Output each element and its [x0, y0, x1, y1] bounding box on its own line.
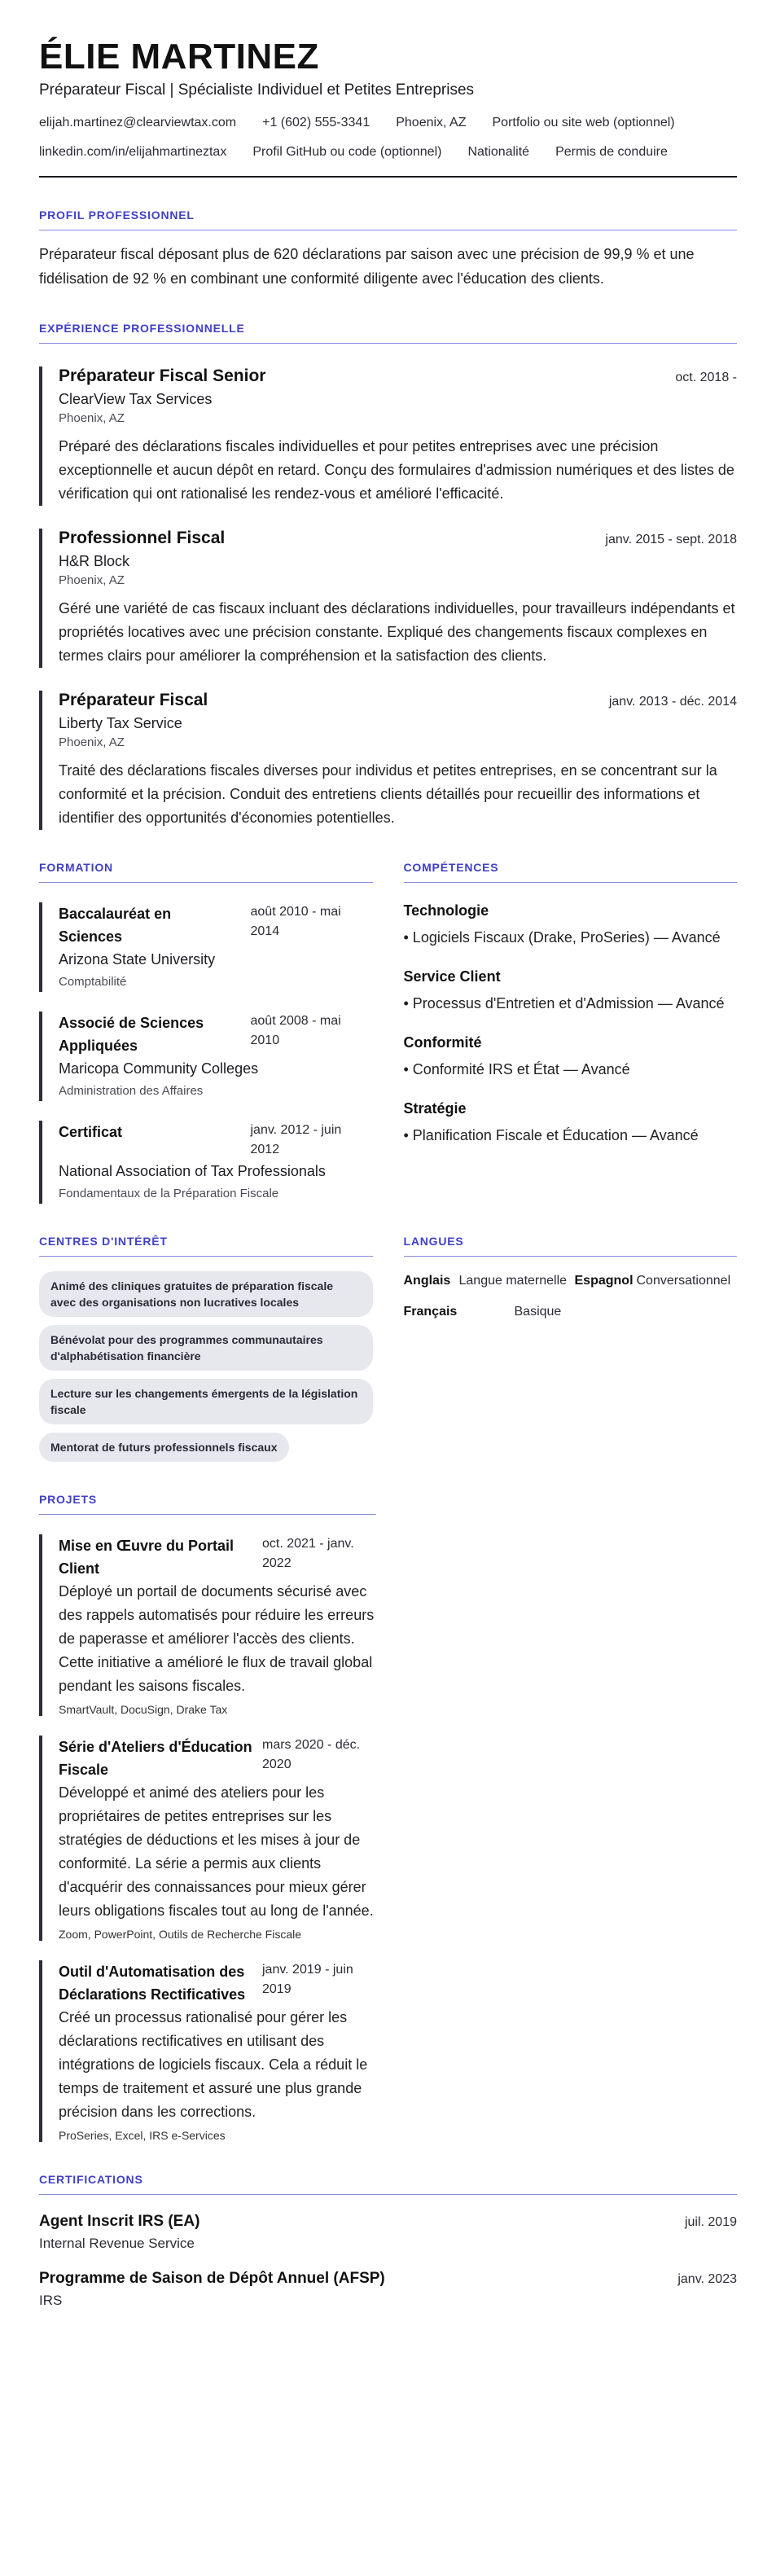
contact-row	[39, 111, 737, 135]
job-dates: oct. 2018 -	[675, 371, 737, 384]
languages-section	[404, 1235, 738, 1462]
summary-text: Préparateur fiscal déposant plus de 620 déclarations par saison avec une précision de 99,9 % et une fidélisation de 92 % en combinant une conformité diligente avec l'éducation des clients.	[39, 246, 695, 287]
contact-portfolio[interactable]: Portfolio ou site web (optionnel)	[492, 116, 675, 129]
projects-section	[39, 1493, 737, 2142]
education-skills-row	[39, 861, 737, 1204]
job-title: Professionnel Fiscal	[59, 529, 226, 547]
certification-name: Programme de Saison de Dépôt Annuel (AFSP)	[39, 2270, 385, 2287]
language-name: Anglais	[403, 1274, 451, 1288]
education-item	[39, 1012, 373, 1101]
project-tools: ProSeries, Excel, IRS e-Services	[59, 2129, 226, 2142]
experience-item	[39, 691, 737, 830]
interest-tag: Mentorat de futurs professionnels fiscaux	[39, 1433, 289, 1462]
interest-tag: Lecture sur les changements émergents de la législation fiscale	[39, 1379, 373, 1424]
job-location: Phoenix, AZ	[59, 735, 125, 749]
job-dates: janv. 2013 - déc. 2014	[608, 695, 737, 709]
project-description: Développé et animé des ateliers pour les propriétaires de petites entreprises sur les stratégies de déductions et les mises à jour de conformité. La série a permis aux clients d'acquérir des connaissances pour mieux gérer leurs obligations fiscales tout au long de l'année.	[59, 1784, 374, 1919]
degree-title: Certificat	[59, 1124, 123, 1140]
project-description: Déployé un portail de documents sécurisé avec des rappels automatisés pour réduire les erreurs de paperasse et améliorer l'accès des clients. Cette initiative a amélioré le flux de travail global pendant les saisons fiscales.	[59, 1583, 375, 1694]
education-dates: août 2008 - mai 2010	[250, 1014, 341, 1047]
project-title: Outil d'Automatisation des Déclarations Rectificatives	[59, 1964, 246, 2003]
skill-group	[404, 902, 738, 949]
summary-section	[39, 208, 737, 291]
skill-category: Service Client	[403, 968, 501, 985]
resume-header	[39, 36, 737, 178]
language-level: Langue maternelle	[458, 1274, 568, 1288]
education-item	[39, 1121, 373, 1204]
project-tools: SmartVault, DocuSign, Drake Tax	[59, 1703, 228, 1716]
section-heading: PROJETS	[39, 1493, 376, 1515]
company-name: H&R Block	[59, 553, 130, 569]
project-title: Série d'Ateliers d'Éducation Fiscale	[59, 1739, 252, 1778]
candidate-headline: Préparateur Fiscal | Spécialiste Individuel et Petites Entreprises	[39, 81, 475, 99]
education-dates: août 2010 - mai 2014	[250, 905, 341, 938]
candidate-name: ÉLIE MARTINEZ	[39, 37, 319, 77]
company-name: Liberty Tax Service	[59, 715, 182, 731]
experience-section	[39, 322, 737, 830]
degree-title: Baccalauréat en Sciences	[59, 906, 172, 945]
contact-row-secondary	[39, 140, 737, 165]
project-dates: oct. 2021 - janv. 2022	[262, 1537, 354, 1570]
project-item	[39, 1960, 376, 2142]
skill-category: Technologie	[403, 902, 489, 919]
section-heading: PROFIL PROFESSIONNEL	[39, 208, 737, 230]
project-dates: mars 2020 - déc. 2020	[262, 1738, 361, 1771]
contact-phone[interactable]: +1 (602) 555-3341	[262, 116, 370, 129]
contact-driving-license: Permis de conduire	[555, 145, 668, 159]
education-section	[39, 861, 373, 1204]
section-heading: COMPÉTENCES	[404, 861, 738, 883]
certification-issuer: Internal Revenue Service	[39, 2236, 195, 2251]
job-description: Préparé des déclarations fiscales individuelles et pour petites entreprises avec une précision exceptionnelle et aucun dépôt en retard. Conçu des formulaires d'admission numériques et des listes de vérification qui ont rationalisé les rendez-vous et amélioré l'efficacité.	[59, 438, 734, 502]
skill-entry: • Planification Fiscale et Éducation — Avancé	[403, 1127, 699, 1143]
interest-tag: Bénévolat pour des programmes communautaires d'alphabétisation financière	[39, 1325, 373, 1371]
school-name: Maricopa Community Colleges	[59, 1060, 259, 1077]
section-heading: EXPÉRIENCE PROFESSIONNELLE	[39, 322, 737, 344]
job-location: Phoenix, AZ	[59, 573, 125, 587]
interest-tag: Animé des cliniques gratuites de préparation fiscale avec des organisations non lucratives locales	[39, 1271, 373, 1317]
skill-entry: • Conformité IRS et État — Avancé	[403, 1061, 630, 1077]
study-field: Comptabilité	[59, 975, 127, 989]
contact-location: Phoenix, AZ	[396, 116, 467, 129]
certification-item	[39, 2213, 737, 2252]
section-heading: FORMATION	[39, 861, 373, 883]
degree-title: Associé de Sciences Appliquées	[59, 1015, 204, 1054]
project-title: Mise en Œuvre du Portail Client	[59, 1538, 235, 1577]
language-list	[404, 1271, 738, 1322]
skill-group	[404, 1100, 738, 1147]
contact-nationality: Nationalité	[467, 145, 530, 159]
certification-name: Agent Inscrit IRS (EA)	[39, 2213, 200, 2230]
contact-github[interactable]: Profil GitHub ou code (optionnel)	[252, 145, 442, 159]
project-item	[39, 1736, 376, 1941]
job-dates: janv. 2015 - sept. 2018	[605, 533, 737, 546]
section-heading: CERTIFICATIONS	[39, 2173, 737, 2195]
language-name: Français	[403, 1305, 458, 1319]
job-title: Préparateur Fiscal Senior	[59, 366, 266, 385]
contact-email[interactable]: elijah.martinez@clearviewtax.com	[39, 116, 237, 129]
project-item	[39, 1534, 376, 1716]
language-name: Espagnol	[574, 1274, 634, 1288]
interests-languages-row	[39, 1235, 737, 1462]
skill-group	[404, 1034, 738, 1081]
study-field: Administration des Affaires	[59, 1084, 204, 1098]
study-field: Fondamentaux de la Préparation Fiscale	[59, 1187, 279, 1200]
project-tools: Zoom, PowerPoint, Outils de Recherche Fiscale	[59, 1928, 302, 1941]
skill-entry: • Processus d'Entretien et d'Admission — Avancé	[403, 995, 725, 1012]
section-heading: CENTRES D'INTÉRÊT	[39, 1235, 373, 1257]
certification-date: juil. 2019	[684, 2215, 737, 2229]
certification-issuer: IRS	[39, 2293, 63, 2308]
certification-item	[39, 2270, 737, 2309]
school-name: Arizona State University	[59, 951, 216, 968]
education-dates: janv. 2012 - juin 2012	[250, 1123, 342, 1156]
skill-category: Stratégie	[403, 1100, 467, 1117]
education-item	[39, 902, 373, 992]
skill-group	[404, 968, 738, 1015]
certification-date: janv. 2023	[677, 2272, 737, 2286]
company-name: ClearView Tax Services	[59, 391, 213, 407]
section-heading: LANGUES	[404, 1235, 738, 1257]
skill-category: Conformité	[403, 1034, 482, 1051]
experience-item	[39, 529, 737, 668]
job-description: Traité des déclarations fiscales diverses pour individus et petites entreprises, en se concentrant sur la conformité et la précision. Conduit des entretiens clients détaillés pour recueillir des informations et identifier des opportunités d'économies potentielles.	[59, 762, 717, 826]
job-location: Phoenix, AZ	[59, 411, 125, 425]
job-title: Préparateur Fiscal	[59, 691, 208, 709]
interest-list	[39, 1271, 373, 1462]
project-dates: janv. 2019 - juin 2019	[262, 1963, 353, 1996]
header-divider	[39, 176, 737, 178]
experience-item	[39, 366, 737, 506]
interests-section	[39, 1235, 373, 1462]
certifications-section	[39, 2173, 737, 2309]
language-level: Conversationnel	[636, 1274, 731, 1288]
project-description: Créé un processus rationalisé pour gérer les déclarations rectificatives en utilisant des intégrations de logiciels fiscaux. Cela a réduit le temps de traitement et assuré une plus grande précision dans les corrections.	[59, 2009, 368, 2120]
school-name: National Association of Tax Professionals	[59, 1163, 326, 1179]
skill-entry: • Logiciels Fiscaux (Drake, ProSeries) — Avancé	[403, 929, 721, 946]
skills-section	[404, 861, 738, 1204]
language-level: Basique	[514, 1305, 562, 1319]
job-description: Géré une variété de cas fiscaux incluant des déclarations individuelles, pour travailleurs indépendants et propriétés locatives avec une précision constante. Expliqué des changements fiscaux complexes en termes clairs pour améliorer la compréhension et la satisfaction des clients.	[59, 600, 735, 664]
contact-linkedin[interactable]: linkedin.com/in/elijahmartineztax	[39, 145, 227, 159]
